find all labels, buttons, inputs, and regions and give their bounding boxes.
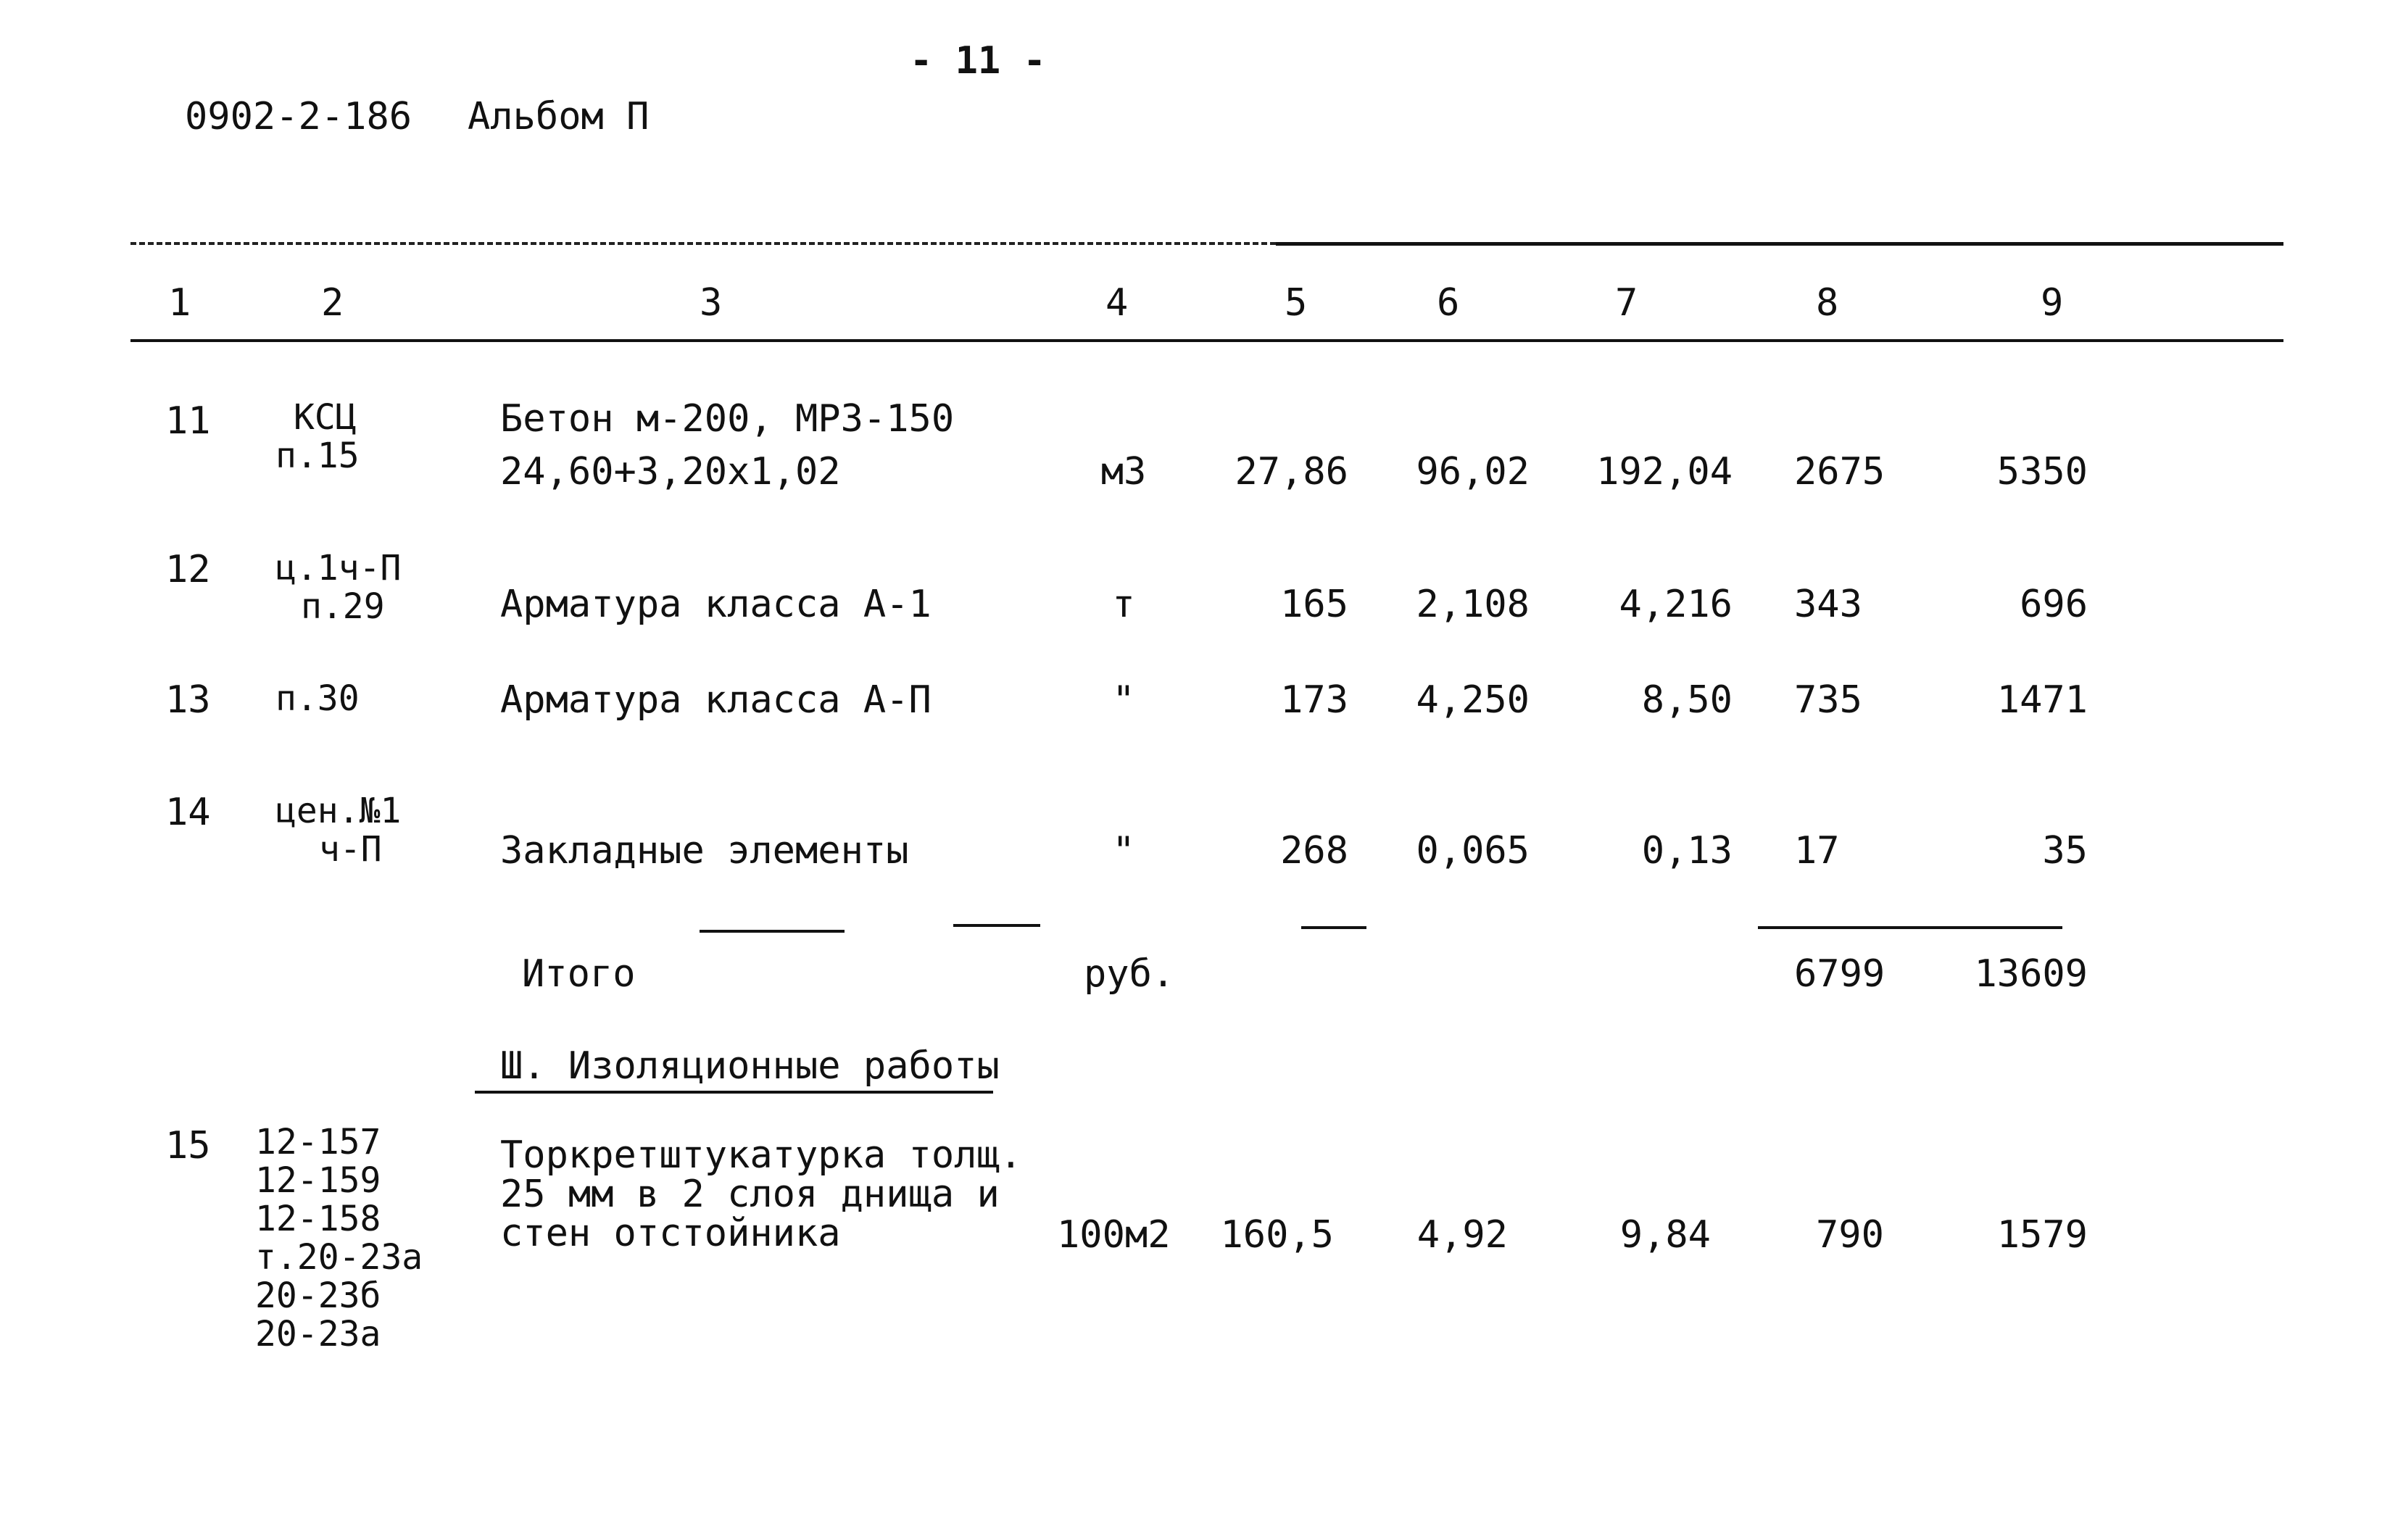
row-description: Закладные элементы <box>500 829 909 873</box>
row-ref: п.15 <box>275 436 360 476</box>
row-col5: 268 <box>1280 829 1348 873</box>
row-description: стен отстойника <box>500 1212 841 1255</box>
row-col5: 160,5 <box>1220 1213 1334 1257</box>
column-number: 6 <box>1437 281 1460 325</box>
total-unit: руб. <box>1084 952 1175 996</box>
row-col6: 4,250 <box>1416 678 1530 722</box>
row-col8: 17 <box>1794 829 1840 873</box>
section-title: Ш. Изоляционные работы <box>500 1044 1000 1088</box>
row-col9: 35 <box>2042 829 2088 873</box>
row-col9: 1471 <box>1996 678 2088 722</box>
row-description: 25 мм в 2 слоя днища и <box>500 1173 1000 1216</box>
row-ref: ч-П <box>319 829 382 870</box>
row-description: Бетон м-200, МРЗ-150 <box>500 397 955 441</box>
subtotal-dash <box>700 930 845 933</box>
row-ref: 20-23а <box>255 1314 381 1354</box>
total-label: Итого <box>522 952 636 996</box>
row-col7: 0,13 <box>1641 829 1733 873</box>
subtotal-dash <box>953 924 1040 927</box>
subtotal-dash <box>1301 926 1366 929</box>
document-code: 0902-2-186 <box>185 95 412 138</box>
column-number: 8 <box>1816 281 1839 325</box>
row-description: Арматура класса А-П <box>500 678 932 722</box>
column-number: 1 <box>168 281 191 325</box>
album-label: Альбом П <box>468 95 650 138</box>
row-number: 13 <box>165 678 211 722</box>
column-number: 4 <box>1105 281 1129 325</box>
row-col7: 4,216 <box>1619 583 1733 626</box>
row-col7: 192,04 <box>1596 450 1733 494</box>
total-col9: 13609 <box>1974 952 2088 996</box>
row-unit: " <box>1112 678 1135 722</box>
table-top-rule-dashed <box>130 242 1276 245</box>
row-number: 14 <box>165 791 211 834</box>
row-col5: 27,86 <box>1235 450 1348 494</box>
row-ref: 12-159 <box>255 1160 381 1201</box>
column-number: 9 <box>2041 281 2064 325</box>
row-ref: цен.№1 <box>275 791 402 831</box>
row-col5: 165 <box>1280 583 1348 626</box>
row-col7: 9,84 <box>1619 1213 1711 1257</box>
row-col6: 96,02 <box>1416 450 1530 494</box>
row-col7: 8,50 <box>1641 678 1733 722</box>
row-ref: 12-157 <box>255 1122 381 1162</box>
row-col9: 5350 <box>1996 450 2088 494</box>
row-col8: 2675 <box>1794 450 1885 494</box>
row-description: Торкретштукатурка толщ. <box>500 1133 1023 1177</box>
row-unit: т <box>1112 583 1135 626</box>
row-col9: 696 <box>2020 583 2088 626</box>
row-ref: п.30 <box>275 678 360 719</box>
row-unit: " <box>1112 829 1135 873</box>
row-col6: 2,108 <box>1416 583 1530 626</box>
row-col8: 343 <box>1794 583 1862 626</box>
row-ref: 12-158 <box>255 1199 381 1239</box>
row-number: 12 <box>165 548 211 591</box>
column-number: 2 <box>321 281 344 325</box>
row-unit: 100м2 <box>1057 1213 1171 1257</box>
row-col9: 1579 <box>1996 1213 2088 1257</box>
section-underline <box>475 1091 993 1094</box>
row-ref: 20-23б <box>255 1275 381 1316</box>
column-number: 3 <box>700 281 723 325</box>
row-ref: ц.1ч-П <box>275 548 402 588</box>
row-ref: КСЦ <box>294 397 357 438</box>
column-number: 5 <box>1285 281 1308 325</box>
row-number: 15 <box>165 1124 211 1168</box>
page-number: - 11 - <box>910 39 1046 83</box>
total-col8: 6799 <box>1794 952 1885 996</box>
row-ref: т.20-23а <box>255 1237 423 1278</box>
subtotal-dash <box>1758 926 2062 929</box>
row-col6: 4,92 <box>1416 1213 1508 1257</box>
row-description: Арматура класса А-1 <box>500 583 932 626</box>
row-col8: 790 <box>1816 1213 1884 1257</box>
row-col6: 0,065 <box>1416 829 1530 873</box>
row-unit: м3 <box>1100 450 1147 494</box>
table-header-rule <box>130 339 2283 342</box>
column-number: 7 <box>1615 281 1638 325</box>
row-col5: 173 <box>1280 678 1348 722</box>
table-top-rule <box>1276 242 2283 246</box>
row-number: 11 <box>165 399 211 443</box>
row-ref: п.29 <box>301 586 385 627</box>
row-description: 24,60+3,20х1,02 <box>500 450 841 494</box>
row-col8: 735 <box>1794 678 1862 722</box>
